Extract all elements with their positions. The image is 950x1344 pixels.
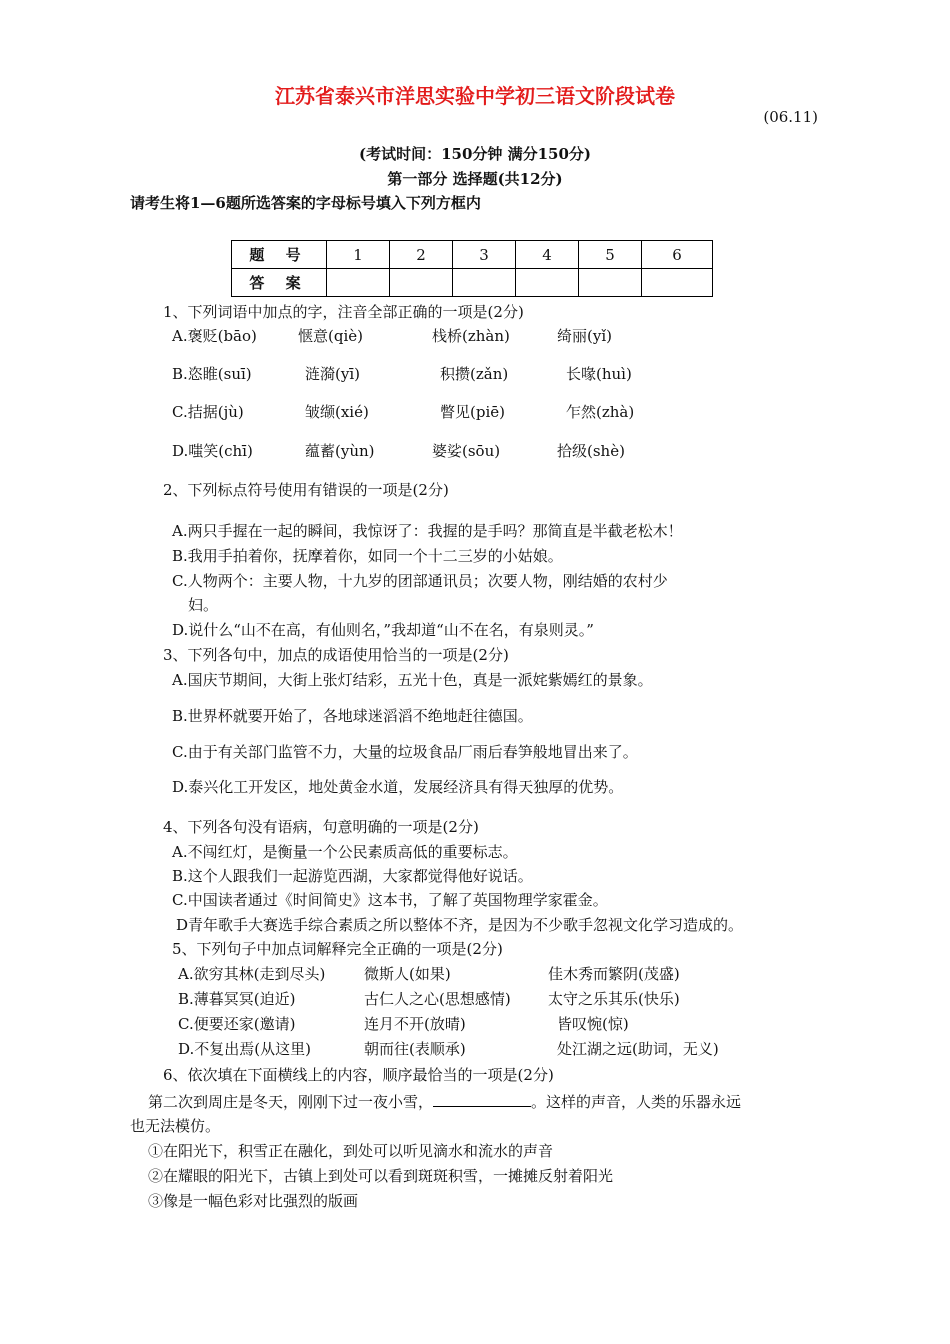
table-number-5: 5 — [579, 241, 642, 269]
q1-option-a-4: 绮丽(yǐ) — [557, 327, 612, 345]
q6-item-1: ①在阳光下，积雪正在融化，到处可以听见滴水和流水的声音 — [148, 1142, 554, 1160]
table-number-1: 1 — [327, 241, 390, 269]
answer-cell-5[interactable] — [579, 269, 642, 297]
q4-option-d: D青年歌手大赛选手综合素质之所以整体不齐，是因为不少歌手忽视文化学习造成的。 — [176, 916, 744, 934]
q1-option-d-2: 蕴蓄(yùn) — [305, 442, 375, 460]
q1-option-c-4: 乍然(zhà) — [566, 403, 635, 421]
q6-stem: 6、依次填在下面横线上的内容，顺序最恰当的一项是(2分) — [163, 1066, 554, 1084]
q2-option-a: A.两只手握在一起的瞬间，我惊讶了：我握的是手吗？那简直是半截老松木！ — [172, 522, 683, 540]
answer-table — [231, 240, 713, 297]
answer-cell-4[interactable] — [516, 269, 579, 297]
q5-option-a-2: 微斯人(如果) — [364, 965, 451, 983]
q5-option-c-1: C.便要还家(邀请) — [178, 1015, 296, 1033]
q6-passage-before: 第二次到周庄是冬天，刚刚下过一夜小雪， — [148, 1093, 434, 1111]
document-date: (06.11) — [763, 108, 818, 126]
q6-passage — [148, 1091, 741, 1112]
exam-info: (考试时间：150分钟 满分150分) — [358, 145, 592, 163]
table-number-3: 3 — [453, 241, 516, 269]
q3-stem: 3、下列各句中，加点的成语使用恰当的一项是(2分) — [163, 646, 509, 664]
answer-cell-6[interactable] — [642, 269, 713, 297]
table-number-4: 4 — [516, 241, 579, 269]
answer-table-number-row — [232, 241, 713, 269]
answer-cell-3[interactable] — [453, 269, 516, 297]
answer-cell-2[interactable] — [390, 269, 453, 297]
q1-option-a-1: A.褒贬(bāo) — [172, 327, 257, 345]
table-label-answer: 答 案 — [232, 269, 327, 297]
q5-option-c-2: 连月不开(放晴) — [364, 1015, 466, 1033]
q2-stem: 2、下列标点符号使用有错误的一项是(2分) — [163, 481, 449, 499]
q1-option-a-2: 惬意(qiè) — [298, 327, 363, 345]
q4-option-a: A.不闯红灯，是衡量一个公民素质高低的重要标志。 — [172, 843, 518, 861]
q3-option-b: B.世界杯就要开始了，各地球迷滔滔不绝地赶往德国。 — [172, 707, 533, 725]
q5-option-a-3: 佳木秀而繁阴(茂盛) — [548, 965, 680, 983]
q5-option-d-3: 处江湖之远(助词，无义) — [557, 1040, 719, 1058]
q4-option-b: B.这个人跟我们一起游览西湖，大家都觉得他好说话。 — [172, 867, 533, 885]
q1-option-b-4: 长喙(huì) — [566, 365, 632, 383]
q2-option-d: D.说什么“山不在高，有仙则名，”我却道“山不在名，有泉则灵。” — [172, 621, 594, 639]
answer-cell-1[interactable] — [327, 269, 390, 297]
part1-heading: 第一部分 选择题(共12分) — [387, 170, 563, 188]
q1-option-d-1: D.嗤笑(chī) — [172, 442, 253, 460]
q2-option-b: B.我用手拍着你，抚摩着你，如同一个十二三岁的小姑娘。 — [172, 547, 563, 565]
answer-table-answer-row — [232, 269, 713, 297]
q1-option-a-3: 栈桥(zhàn) — [432, 327, 510, 345]
q5-option-d-1: D.不复出焉(从这里) — [178, 1040, 311, 1058]
q1-option-c-2: 皱缬(xié) — [305, 403, 369, 421]
q5-option-b-3: 太守之乐其乐(快乐) — [548, 990, 680, 1008]
q1-option-c-3: 瞥见(piē) — [440, 403, 505, 421]
q1-option-b-2: 涟漪(yī) — [305, 365, 360, 383]
q3-option-d: D.泰兴化工开发区，地处黄金水道，发展经济具有得天独厚的优势。 — [172, 778, 624, 796]
q6-passage-after: 。这样的声音，人类的乐器永远 — [531, 1093, 742, 1111]
q1-option-d-4: 拾级(shè) — [557, 442, 625, 460]
q5-option-d-2: 朝而往(表顺承) — [364, 1040, 466, 1058]
q4-option-c: C.中国读者通过《时间简史》这本书，了解了英国物理学家霍金。 — [172, 891, 608, 909]
q1-option-b-3: 积攒(zǎn) — [440, 365, 509, 383]
q5-option-b-1: B.薄暮冥冥(迫近) — [178, 990, 296, 1008]
q6-blank[interactable] — [433, 1091, 531, 1107]
table-number-6: 6 — [642, 241, 713, 269]
q6-passage-line2: 也无法模仿。 — [130, 1117, 221, 1135]
q4-stem: 4、下列各句没有语病，句意明确的一项是(2分) — [163, 818, 479, 836]
table-label-number: 题 号 — [232, 241, 327, 269]
answer-instruction: 请考生将1—6题所选答案的字母标号填入下列方框内 — [130, 194, 481, 212]
q2-option-c-cont: 妇。 — [188, 596, 219, 614]
q5-option-a-1: A.欲穷其林(走到尽头) — [178, 965, 326, 983]
q1-stem: 1、下列词语中加点的字，注音全部正确的一项是(2分) — [163, 303, 524, 321]
q5-stem: 5、下列句子中加点词解释完全正确的一项是(2分) — [172, 940, 503, 958]
q5-option-b-2: 古仁人之心(思想感情) — [364, 990, 511, 1008]
q1-option-c-1: C.拮据(jù) — [172, 403, 244, 421]
q6-item-2: ②在耀眼的阳光下，古镇上到处可以看到斑斑积雪，一摊摊反射着阳光 — [148, 1167, 614, 1185]
q3-option-a: A.国庆节期间，大街上张灯结彩，五光十色，真是一派姹紫嫣红的景象。 — [172, 671, 653, 689]
q1-option-d-3: 婆娑(sōu) — [432, 442, 501, 460]
q6-item-3: ③像是一幅色彩对比强烈的版画 — [148, 1192, 359, 1210]
document-title: 江苏省泰兴市洋思实验中学初三语文阶段试卷 — [275, 84, 675, 108]
table-number-2: 2 — [390, 241, 453, 269]
q5-option-c-3: 皆叹惋(惊) — [557, 1015, 629, 1033]
q2-option-c: C.人物两个：主要人物，十九岁的团部通讯员；次要人物，刚结婚的农村少 — [172, 572, 668, 590]
q3-option-c: C.由于有关部门监管不力，大量的垃圾食品厂雨后春笋般地冒出来了。 — [172, 743, 638, 761]
q1-option-b-1: B.恣睢(suī) — [172, 365, 252, 383]
